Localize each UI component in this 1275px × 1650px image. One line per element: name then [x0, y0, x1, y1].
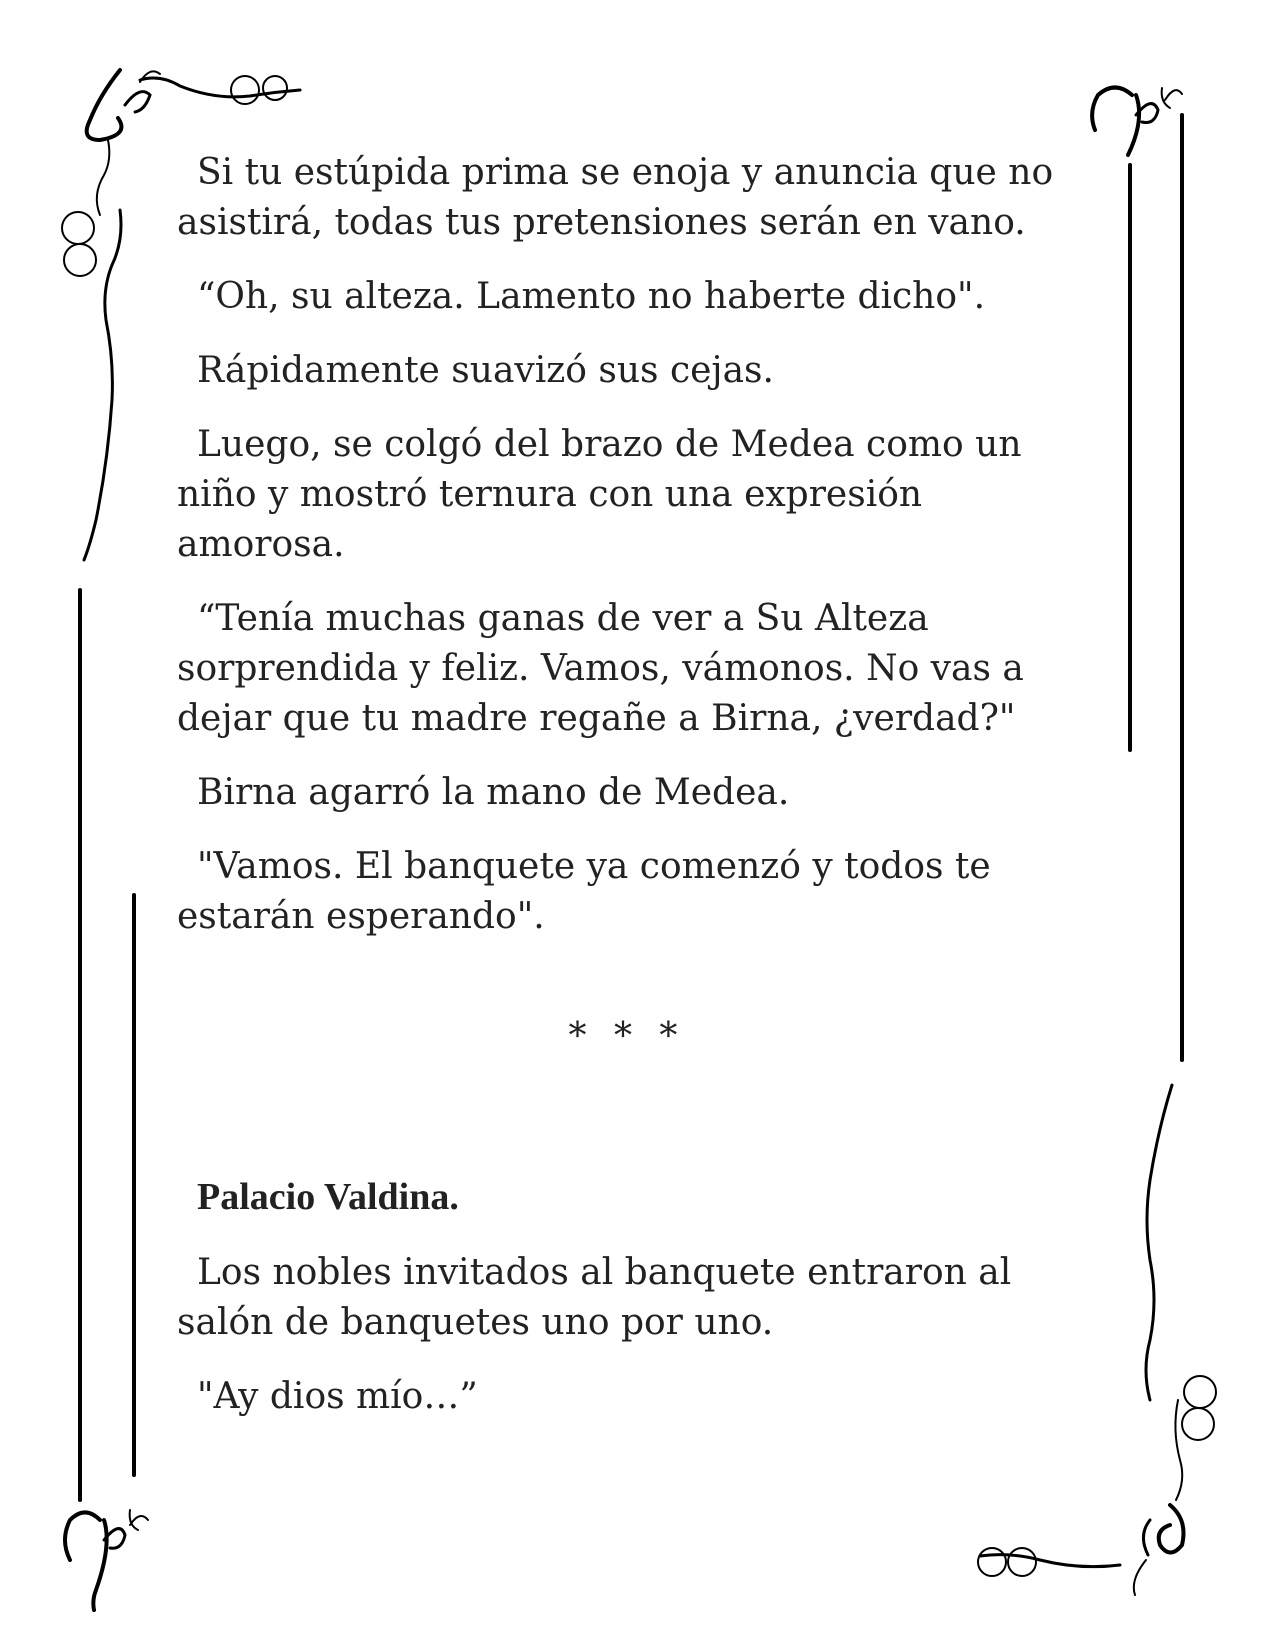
section-heading: Palacio Valdina.	[197, 1176, 459, 1218]
paragraph: “Tenía muchas ganas de ver a Su Alteza sorprendida y feliz. Vamos, vámonos. No vas a dejar que tu madre regañe a Birna, ¿verdad?"	[177, 598, 1024, 739]
paragraph: “Oh, su alteza. Lamento no haberte dicho".	[197, 276, 986, 317]
paragraph: Si tu estúpida prima se enoja y anuncia que no asistirá, todas tus pretensiones serán en vano.	[177, 152, 1054, 243]
paragraph: Rápidamente suavizó sus cejas.	[197, 350, 774, 391]
page-body	[177, 148, 1077, 1446]
paragraph: Birna agarró la mano de Medea.	[197, 772, 790, 813]
corner-flourish-bottom-left	[65, 1510, 148, 1610]
corner-flourish-top-right	[1092, 88, 1182, 156]
scene-separator: * * *	[568, 1016, 686, 1057]
paragraph: Luego, se colgó del brazo de Medea como un niño y mostró ternura con una expresión amorosa.	[177, 424, 1022, 565]
paragraph: "Ay dios mío…”	[197, 1376, 478, 1417]
paragraph: Los nobles invitados al banquete entraron al salón de banquetes uno por uno.	[177, 1252, 1012, 1343]
paragraph: "Vamos. El banquete ya comenzó y todos te estarán esperando".	[177, 846, 991, 937]
